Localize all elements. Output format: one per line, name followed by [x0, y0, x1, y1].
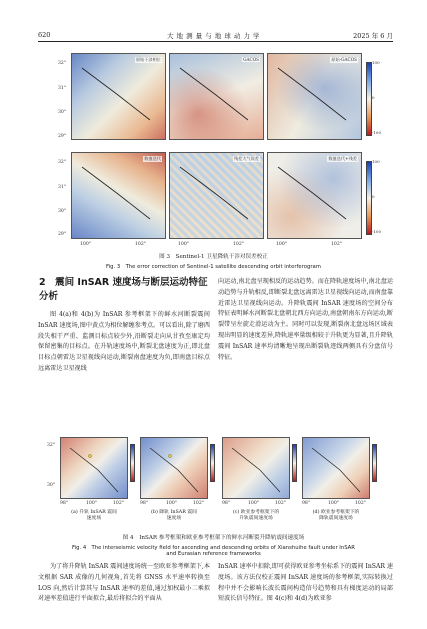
colorbar-value: 100 [372, 60, 380, 65]
lat-tick: 32° [47, 443, 56, 448]
lat-tick: 32° [58, 160, 67, 165]
fig3-panel-label: 数值迭代+残差 [328, 156, 357, 161]
paragraph: 图 4(a)和 4(b)为 InSAR 参考框架下的鲜水河断裂震间 InSAR 速度场,图中黄点为相位解缠参考点。可以看出,除了磨西段失相干严重、监测目标点较少外,沿断裂走向从甘孜至康定均保留密集的目标点。在升轨速度场中,断裂北盘速度为正,即北盘目标点朝雷达卫星视线向运动,断裂南盘速度为负,即南盘目标点远离雷达卫星视线 [38, 311, 210, 372]
left-column-text-2 [38, 562, 210, 605]
lat-tick: 32° [58, 61, 67, 66]
fig3-panel-label: 残差大气误差 [233, 156, 259, 161]
fig4-subcaption-d: (d) 欧亚参考框架下的 降轨震间速度场 [312, 510, 360, 521]
paragraph: 为了将升降轨 InSAR 震间速度场统一至欧亚参考框架下,本文根据 SAR 成像的几何视角,首先将 GNSS 水平速率转换至 LOS 向,然后计算其与 InSAR 速率的差值,通过加权最小二乘拟对速率差值进行平面拟合,最后将拟合的平面从 [38, 563, 210, 603]
colorbar-value: -100 [372, 130, 381, 135]
lon-tick: 102° [275, 501, 287, 506]
fig3-caption-en: Fig. 3 The error correction of Sentinel-1 satellite descending orbit interferogram [106, 264, 321, 270]
fig3-panel-label: GACOS [243, 57, 259, 62]
lon-tick: 98° [140, 501, 149, 506]
lon-tick: 100° [166, 501, 178, 506]
lat-tick: 31° [58, 185, 67, 190]
issue-date: 2025 年 6 月 [353, 32, 393, 40]
lon-tick: 100° [80, 242, 92, 247]
lon-tick: 100° [328, 501, 340, 506]
colorbar-value: 100 [372, 159, 380, 164]
paragraph: InSAR 速率中扣除,即可获得欧亚参考坐标系下的震间 InSAR 速度场。该方法仅校正震间 InSAR 速度场的参考框架,实际转换过程中并不会影响长波长震间构造信号趋势和具有梯度运动的局部短波长信号特征。图 4(c)和 4(d)为欧亚参 [218, 563, 393, 603]
lat-tick: 30° [58, 209, 67, 214]
fig4-caption-en-line1: Fig. 4 The interseismic velocity field for ascending and descending orbits of Xianshuihe fault under InSAR [71, 545, 355, 551]
lon-tick: 102° [193, 501, 205, 506]
page-number: 620 [38, 31, 51, 39]
fig4-subcaption-b: (b) 降轨 InSAR 震间 速度场 [151, 510, 197, 521]
lon-tick: 100° [248, 501, 260, 506]
paragraph: 向运动,南北盘呈现相反的运动趋势。而在降轨速度场中,南北盘运动趋势与升轨相反,即断裂北盘远离雷达卫星视线向运动,而南盘靠近雷达卫星视线向运动。升降轨震间 InSAR 速度场的空间分布特征表明鲜水河断裂北盘朝北西方向运动,南盘朝南东方向运动,断裂带呈左旋走滑运动为主。同时可以发现,断裂南北盘远场区域表现出明显的速度差异,降轨速率量级相较于升轨更为显著,且升降轨震间 InSAR 速率均清晰地呈现出断裂轨迹线两侧具有分盘信号特征。 [218, 278, 393, 361]
lon-tick: 98° [222, 501, 231, 506]
journal-title: 大 地 测 量 与 地 球 动 力 学 [166, 32, 261, 40]
fig4-subcaption-a: (a) 升轨 InSAR 震间 速度场 [71, 510, 117, 521]
lon-tick: 102° [331, 242, 343, 247]
fig3-panel-label: 原始干涉相位 [135, 57, 161, 62]
right-column-text-2 [218, 562, 393, 605]
lon-tick: 102° [135, 242, 147, 247]
lon-tick: 98° [60, 501, 69, 506]
fig4-subcaption-c: (c) 欧亚参考框架下的 升轨震间速度场 [232, 510, 280, 521]
fig4-caption-cn: 图 4 InSAR 参考框架和欧亚参考框架下的鲜水河断裂升降轨震间速度场 [122, 535, 305, 541]
lon-tick: 98° [302, 501, 311, 506]
lon-tick: 102° [355, 501, 367, 506]
colorbar-value: 0 [372, 194, 375, 199]
lon-tick: 100° [178, 242, 190, 247]
section-heading: 2 震间 InSAR 速度场与断层运动特征分析 [39, 277, 208, 302]
lon-tick: 100° [276, 242, 288, 247]
colorbar-value: 0 [372, 95, 375, 100]
lat-tick: 29° [58, 134, 67, 139]
lat-tick: 30° [47, 483, 56, 488]
lat-tick: 30° [58, 110, 67, 115]
lat-tick: 29° [58, 232, 67, 237]
fig4-colorbar [292, 444, 297, 482]
lon-tick: 102° [113, 501, 125, 506]
fig3-panel-label: 原始-GACOS [331, 57, 357, 62]
fig4-colorbar [210, 444, 215, 482]
fig3-caption-cn: 图 3 Sentinel-1 卫星降轨干涉对误差校正 [159, 254, 268, 260]
colorbar-value: -100 [372, 229, 381, 234]
lon-tick: 102° [233, 242, 245, 247]
lat-tick: 31° [58, 86, 67, 91]
fig4-colorbar [372, 444, 377, 482]
fig3-panel-label: 数值迭代 [144, 156, 161, 161]
fig4-colorbar [130, 444, 135, 482]
lon-tick: 100° [86, 501, 98, 506]
fig4-caption-en-line2: and Eurasian reference frameworks [166, 551, 261, 557]
